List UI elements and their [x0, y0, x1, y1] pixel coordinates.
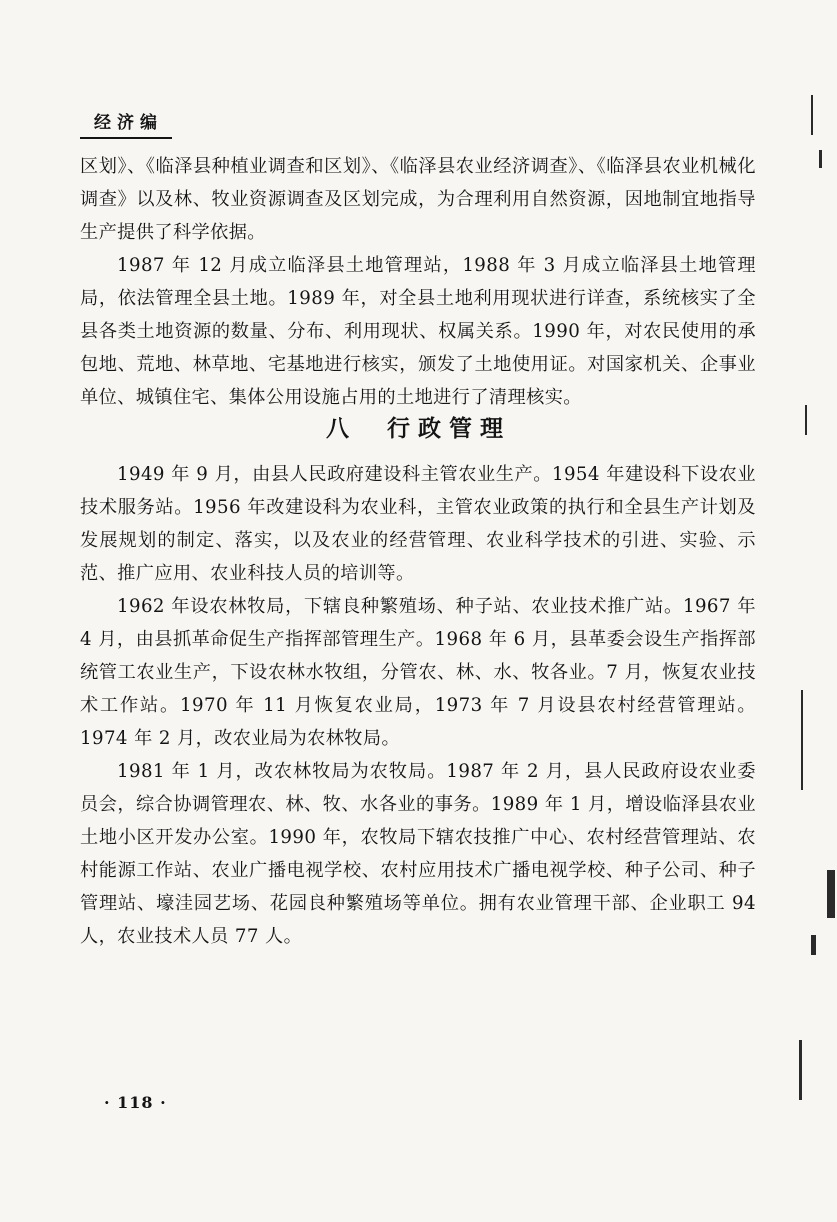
scan-edge-artifacts: [797, 0, 837, 1222]
section-number: 八: [326, 415, 357, 442]
paragraph: 1949 年 9 月，由县人民政府建设科主管农业生产。1954 年建设科下设农业技术服务站。1956 年改建设科为农业科，主管农业政策的执行和全县生产计划及发展规划的制定、落实，以及农业的经营管理、农业科学技术的引进、实验、示范、推广应用、农业科技人员的培训等。: [80, 464, 756, 584]
intro-text: [80, 150, 756, 414]
section-heading: [0, 411, 837, 447]
section-text: [80, 458, 756, 953]
page-number: · 118 ·: [104, 1093, 167, 1112]
running-head-title: 经济编: [94, 113, 163, 133]
paragraph: 区划》、《临泽县种植业调查和区划》、《临泽县农业经济调查》、《临泽县农业机械化调查》以及林、牧业资源调查及区划完成，为合理利用自然资源，因地制宜地指导生产提供了科学依据。: [80, 156, 756, 243]
paragraph: 1987 年 12 月成立临泽县土地管理站，1988 年 3 月成立临泽县土地管理局，依法管理全县土地。1989 年，对全县土地利用现状进行详查，系统核实了全县各类土地资源的数量、分布、利用现状、权属关系。1990 年，对农民使用的承包地、荒地、林草地、宅基地进行核实，颁发了土地使用证。对国家机关、企事业单位、城镇住宅、集体公用设施占用的土地进行了清理核实。: [80, 255, 756, 408]
paragraph: 1981 年 1 月，改农林牧局为农牧局。1987 年 2 月，县人民政府设农业委员会，综合协调管理农、林、牧、水各业的事务。1989 年 1 月，增设临泽县农业土地小区开发办公室。1990 年，农牧局下辖农技推广中心、农村经营管理站、农村能源工作站、农业广播电视学校、农村应用技术广播电视学校、种子公司、种子管理站、壕洼园艺场、花园良种繁殖场等单位。拥有农业管理干部、企业职工 94 人，农业技术人员 77 人。: [80, 761, 756, 947]
paragraph: 1962 年设农林牧局，下辖良种繁殖场、种子站、农业技术推广站。1967 年 4 月，由县抓革命促生产指挥部管理生产。1968 年 6 月，县革委会设生产指挥部统管工农业生产，下设农林水牧组，分管农、林、水、牧各业。7 月，恢复农业技术工作站。1970 年 11 月恢复农业局，1973 年 7 月设县农村经营管理站。1974 年 2 月，改农业局为农林牧局。: [80, 596, 756, 749]
running-head-rule: [80, 137, 172, 139]
running-head: [80, 112, 170, 139]
section-title: 行政管理: [387, 415, 511, 442]
